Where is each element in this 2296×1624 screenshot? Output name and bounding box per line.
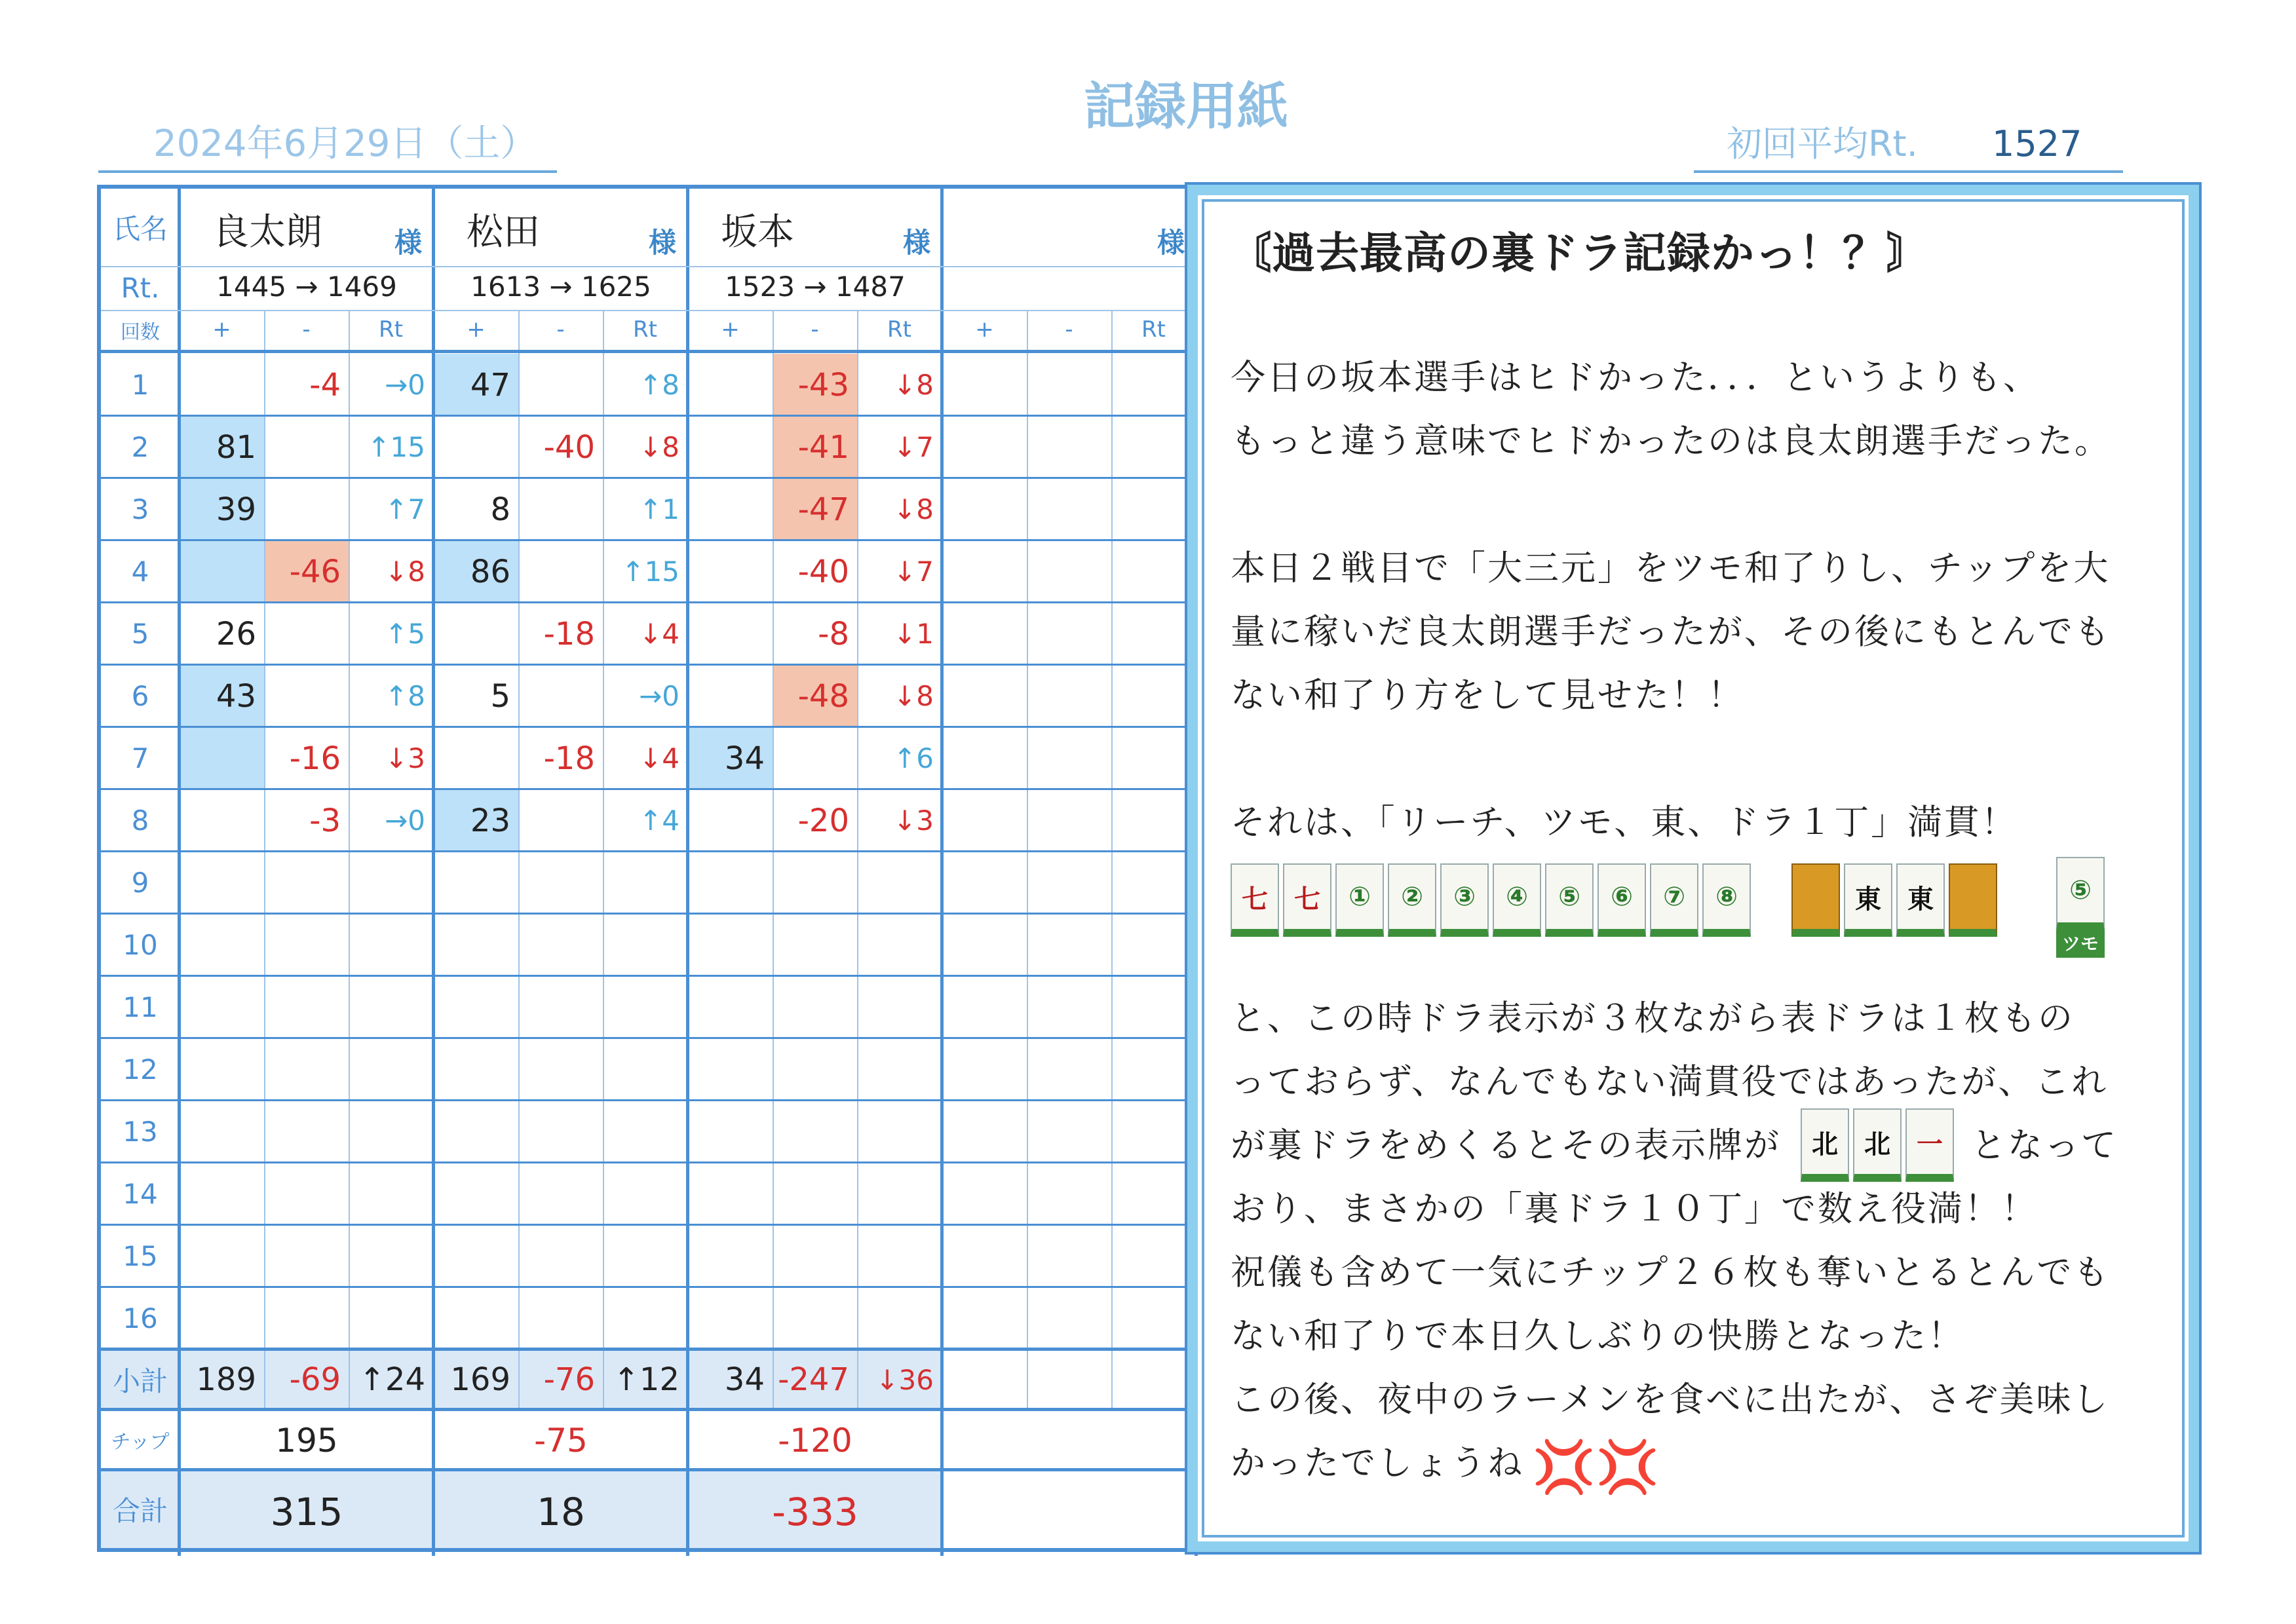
round-number: 3: [131, 493, 149, 525]
column-header: -: [811, 316, 819, 343]
subtotal-cell: [1027, 1350, 1111, 1410]
grid-line: [101, 350, 1196, 353]
score-cell: 34: [724, 740, 765, 777]
subtotal-cell: 169: [450, 1361, 510, 1398]
score-cell: -16: [289, 740, 341, 777]
score-cell: -46: [289, 553, 341, 590]
score-cell: ↑8: [385, 680, 425, 712]
column-header: +: [975, 316, 994, 343]
score-cell: ↓8: [893, 493, 934, 525]
score-cell: ↓1: [893, 618, 934, 650]
score-cell: -41: [797, 428, 849, 466]
round-number: 1: [131, 369, 149, 401]
column-header: Rt: [633, 316, 657, 343]
column-header: -: [556, 316, 565, 343]
round-number: 10: [123, 929, 158, 961]
round-number: 4: [131, 556, 149, 588]
score-cell: ↓7: [893, 556, 934, 588]
subtotal-cell: ↑12: [613, 1361, 679, 1398]
subtotal-cell: [1111, 1350, 1196, 1410]
score-cell: ↓7: [893, 431, 934, 463]
score-cell: ↓8: [893, 369, 934, 401]
commentary-line: 本日２戦目で「大三元」をツモ和了りし、チップを大: [1231, 548, 2111, 588]
mahjong-tile: ②: [1388, 863, 1436, 937]
rt-label: Rt.: [121, 272, 160, 304]
average-rating-value: 1527: [1992, 123, 2082, 164]
mahjong-tile: ⑤: [2056, 857, 2105, 930]
score-cell: ↑1: [639, 493, 679, 525]
player-name: 松田: [467, 211, 540, 254]
mahjong-tile: 北: [1801, 1108, 1849, 1182]
round-number: 15: [123, 1240, 158, 1272]
subtotal-label: 小計: [112, 1365, 168, 1397]
score-cell: -4: [309, 366, 341, 404]
mahjong-tile: ⑥: [1598, 863, 1646, 937]
score-cell: ↓3: [385, 742, 425, 774]
grid-line: [101, 913, 1196, 915]
grid-line: [264, 310, 265, 1410]
score-cell: -40: [543, 428, 595, 466]
score-cell: 86: [470, 553, 510, 590]
score-cell: 81: [216, 428, 256, 466]
commentary-line: 今日の坂本選手はヒドかった．．．というよりも、: [1231, 358, 2040, 398]
mahjong-tile-back: [1949, 863, 1997, 937]
score-cell: 39: [216, 491, 256, 528]
score-cell: ↓4: [639, 618, 679, 650]
subtotal-cell: ↓36: [875, 1363, 934, 1396]
mahjong-tile-back: [1791, 863, 1840, 937]
column-header: Rt: [887, 316, 911, 343]
mahjong-tile: 七: [1283, 863, 1331, 937]
grid-line: [101, 310, 1196, 311]
score-cell: -47: [797, 491, 849, 528]
player-name: 坂本: [721, 211, 794, 254]
total-label: 合計: [112, 1494, 168, 1527]
commentary-line: ない和了り方をして見せた！！: [1231, 675, 1744, 715]
mahjong-tile: 東: [1844, 863, 1892, 937]
mahjong-tile: ⑦: [1650, 863, 1698, 937]
subtotal-cell: -69: [289, 1361, 341, 1398]
round-number: 16: [123, 1302, 158, 1334]
total-value: 18: [537, 1490, 585, 1534]
score-cell: 8: [490, 491, 510, 528]
chip-value: 195: [275, 1422, 338, 1460]
round-number: 8: [131, 804, 149, 837]
score-cell: ↑5: [385, 618, 425, 650]
score-cell: →0: [385, 804, 425, 837]
player-name: 良太朗: [212, 211, 322, 254]
player-rating: 1613 → 1625: [470, 271, 651, 303]
mahjong-tile: ①: [1335, 863, 1384, 937]
round-number: 2: [131, 431, 149, 463]
round-number: 11: [123, 991, 158, 1023]
round-number: 14: [123, 1178, 158, 1210]
score-cell: -48: [797, 677, 849, 715]
round-number: 6: [131, 680, 149, 712]
grid-line: [101, 1468, 1196, 1471]
column-header: -: [1065, 316, 1073, 343]
honorific-label: 様: [394, 227, 423, 259]
commentary-line: それは、「リーチ、ツモ、東、ドラ１丁」満貫！: [1231, 803, 2018, 842]
chip-value: -120: [778, 1422, 852, 1460]
score-cell: 5: [490, 677, 510, 715]
commentary-box: [1187, 185, 2199, 1552]
score-cell: ↓4: [639, 742, 679, 774]
round-number: 7: [131, 742, 149, 774]
commentary-line: ない和了りで本日久しぶりの快勝となった！: [1231, 1316, 1964, 1356]
subtotal-cell: [942, 1350, 1027, 1410]
score-cell: ↑15: [621, 556, 679, 588]
subtotal-cell: ↑24: [358, 1361, 425, 1398]
score-cell: 23: [470, 802, 510, 839]
anger-icon: 💢💢: [1532, 1438, 1660, 1497]
score-cell: -43: [797, 366, 849, 404]
honorific-label: 様: [649, 227, 677, 259]
column-header: -: [302, 316, 311, 343]
score-cell: -18: [543, 615, 595, 652]
mahjong-tile: 七: [1231, 863, 1279, 937]
score-cell: -40: [797, 553, 849, 590]
score-cell: →0: [639, 680, 679, 712]
grid-line: [101, 1099, 1196, 1101]
column-header: +: [721, 316, 740, 343]
score-cell: 47: [470, 366, 510, 404]
subtotal-cell: 189: [196, 1361, 256, 1398]
grid-line: [101, 975, 1196, 977]
grid-line: [101, 1161, 1196, 1163]
score-cell: -8: [818, 615, 849, 652]
mahjong-tile: ③: [1440, 863, 1489, 937]
round-label: 回数: [121, 321, 160, 344]
page-title: 記録用紙: [1083, 77, 1288, 136]
grid-line: [101, 1037, 1196, 1039]
tsumo-tag: ツモ: [2056, 930, 2105, 958]
score-cell: ↑8: [639, 369, 679, 401]
score-cell: 26: [216, 615, 256, 652]
round-number: 5: [131, 618, 149, 650]
average-rating-label: 初回平均Rt.: [1727, 123, 1918, 164]
score-cell: ↑15: [367, 431, 425, 463]
name-label: 氏名: [112, 213, 168, 245]
column-header: +: [467, 316, 486, 343]
score-cell: ↓3: [893, 804, 934, 837]
mahjong-tile: ④: [1493, 863, 1541, 937]
commentary-line: 量に稼いだ良太朗選手だったが、その後にもとんでも: [1231, 612, 2111, 652]
score-cell: ↑6: [893, 742, 934, 774]
chip-value: -75: [534, 1422, 588, 1460]
grid-line: [101, 266, 1196, 267]
mahjong-tile: ⑧: [1702, 863, 1751, 937]
commentary-line: この後、夜中のラーメンを食べに出たが、さぞ美味し: [1231, 1380, 2110, 1420]
average-rating: [1694, 115, 2123, 173]
mahjong-tile: 東: [1896, 863, 1945, 937]
score-cell: ↑7: [385, 493, 425, 525]
grid-line: [1027, 310, 1028, 1410]
commentary-line: と、この時ドラ表示が３枚ながら表ドラは１枚もの: [1231, 998, 2075, 1038]
round-number: 9: [131, 867, 149, 899]
round-number: 13: [123, 1116, 158, 1148]
grid-line: [101, 1286, 1196, 1288]
score-cell: 43: [216, 677, 256, 715]
commentary-line: おり、まさかの「裏ドラ１０丁」で数え役満！！: [1231, 1189, 2038, 1229]
score-cell: →0: [385, 369, 425, 401]
total-value: 315: [270, 1490, 343, 1534]
round-number: 12: [123, 1053, 158, 1086]
commentary-line: が裏ドラをめくるとその表示牌が: [1231, 1125, 1781, 1165]
commentary-line: 祝儀も含めて一気にチップ２６枚も奪いとるとんでも: [1231, 1253, 2111, 1293]
subtotal-cell: 34: [724, 1361, 765, 1398]
score-cell: -20: [797, 802, 849, 839]
subtotal-cell: -76: [543, 1361, 595, 1398]
score-cell: ↓8: [385, 556, 425, 588]
commentary-headline: 〘過去最高の裏ドラ記録かっ！？〙: [1228, 228, 1930, 278]
date-field: 2024年6月29日（土）: [98, 115, 557, 173]
column-header: +: [212, 316, 231, 343]
player-rating: 1445 → 1469: [216, 271, 397, 303]
score-cell: -18: [543, 740, 595, 777]
chip-label: チップ: [111, 1431, 170, 1454]
grid-line: [101, 1224, 1196, 1226]
commentary-line-suffix: となって: [1971, 1125, 2118, 1165]
mahjong-tile: 一: [1905, 1108, 1954, 1182]
mahjong-tile: ⑤: [1545, 863, 1594, 937]
honorific-label: 様: [1157, 227, 1185, 259]
score-cell: -3: [309, 802, 341, 839]
player-rating: 1523 → 1487: [725, 271, 906, 303]
column-header: Rt: [1141, 316, 1166, 343]
commentary-line: っておらず、なんでもない満貫役ではあったが、これ: [1231, 1062, 2109, 1102]
subtotal-cell: -247: [778, 1361, 849, 1398]
highlight-positive: [180, 540, 264, 603]
honorific-label: 様: [903, 227, 931, 259]
highlight-positive: [180, 727, 264, 789]
score-cell: ↑4: [639, 804, 679, 837]
total-value: -333: [772, 1490, 858, 1534]
grid-line: [1111, 310, 1113, 1410]
score-cell: ↓8: [639, 431, 679, 463]
commentary-line: かったでしょうね: [1231, 1443, 1524, 1483]
score-cell: ↓8: [893, 680, 934, 712]
mahjong-tile: 北: [1853, 1108, 1902, 1182]
column-header: Rt: [379, 316, 403, 343]
commentary-line: もっと違う意味でヒドかったのは良太朗選手だった。: [1231, 421, 2111, 461]
